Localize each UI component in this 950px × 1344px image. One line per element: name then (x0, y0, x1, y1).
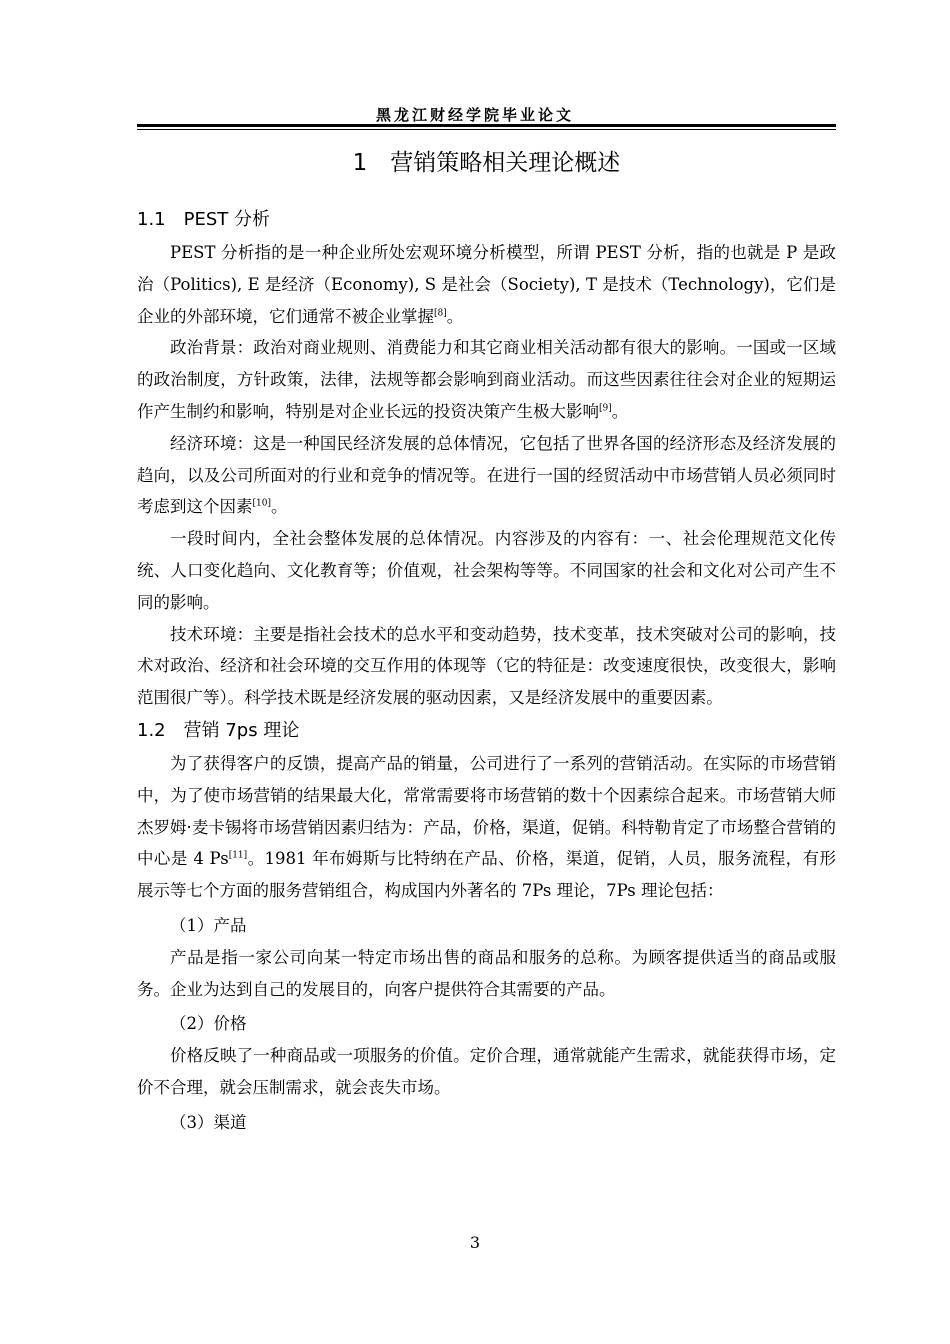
paragraph-text: PEST 分析指的是一种企业所处宏观环境分析模型，所谓 PEST 分析，指的也就是 P 是政治（Politics), E 是经济（Economy), S 是社会（Society), T 是技术（Technology)，它们是企业的外部环境，它们通常不被企业掌握 (137, 243, 836, 326)
page-body (137, 143, 836, 1139)
chapter-title: 1 营销策略相关理论概述 (352, 150, 621, 176)
list-item-label: （2）价格 (170, 1014, 247, 1034)
paragraph-text: 政治背景：政治对商业规则、消费能力和其它商业相关活动都有很大的影响。一国或一区域的政治制度，方针政策，法律，法规等都会影响到商业活动。而这些因素往往会对企业的短期运作产生制约和影响，特别是对企业长远的投资决策产生极大影响 (137, 338, 836, 421)
list-item-label: （3）渠道 (170, 1112, 247, 1132)
section-heading-pest: 1.1 PEST 分析 (137, 209, 270, 230)
paragraph: 价格反映了一种商品或一项服务的价值。定价合理，通常就能产生需求，就能获得市场，定价不合理，就会压制需求，就会丧失市场。 (137, 1046, 836, 1097)
paragraph (137, 523, 836, 618)
paragraph-end: 。 (270, 497, 288, 517)
header-rule-thin (137, 129, 836, 130)
section-heading-7ps: 1.2 营销 7ps 理论 (137, 719, 300, 741)
paragraph-end: 。 (611, 401, 629, 421)
paragraph-text: 一段时间内，全社会整体发展的总体情况。内容涉及的内容有：一、社会伦理规范文化传统、人口变化趋向、文化教育等；价值观，社会架构等等。不同国家的社会和文化对公司产生不同的影响。 (137, 529, 836, 612)
page-number: 3 (469, 1233, 481, 1252)
paragraph-end: 。1981 年布姆斯与比特纳在产品、价格，渠道，促销，人员，服务流程，有形展示等七个方面的服务营销组合，构成国内外著名的 7Ps 理论，7Ps 理论包括： (137, 849, 836, 901)
citation: [11] (228, 850, 248, 861)
paragraph (137, 332, 836, 427)
paragraph: 产品是指一家公司向某一特定市场出售的商品和服务的总称。为顾客提供适当的商品或服务。企业为达到自己的发展目的，向客户提供符合其需要的产品。 (137, 947, 836, 999)
paragraph-text: 技术环境：主要是指社会技术的总水平和变动趋势，技术变革，技术突破对公司的影响，技术对政治、经济和社会环境的交互作用的体现等（它的特征是：改变速度很快，改变很大，影响范围很广等）。科学技术既是经济发展的驱动因素，又是经济发展中的重要因素。 (137, 624, 836, 708)
header-rule-thick (137, 124, 836, 127)
paragraph-text: 为了获得客户的反馈，提高产品的销量，公司进行了一系列的营销活动。在实际的市场营销中，为了使市场营销的结果最大化，常常需要将市场营销的数十个因素综合起来。市场营销大师杰罗姆·麦卡锡将市场营销因素归结为：产品，价格，渠道，促销。科特勒肯定了市场整合营销的中心是 4 Ps (137, 753, 836, 869)
list-item-label: （1）产品 (170, 915, 247, 935)
paragraph (137, 428, 836, 523)
running-header: 黑龙江财经学院毕业论文 (375, 106, 574, 124)
paragraph-text: 经济环境：这是一种国民经济发展的总体情况，它包括了世界各国的经济形态及经济发展的趋向，以及公司所面对的行业和竞争的情况等。在进行一国的经贸活动中市场营销人员必须同时考虑到这个因素 (137, 433, 836, 517)
paragraph (137, 619, 836, 714)
paragraph-end: 。 (446, 306, 464, 326)
citation: [10] (252, 498, 271, 509)
paragraph (137, 748, 836, 907)
paragraph (137, 237, 836, 332)
citation: [8] (434, 308, 447, 319)
citation: [9] (599, 403, 612, 414)
